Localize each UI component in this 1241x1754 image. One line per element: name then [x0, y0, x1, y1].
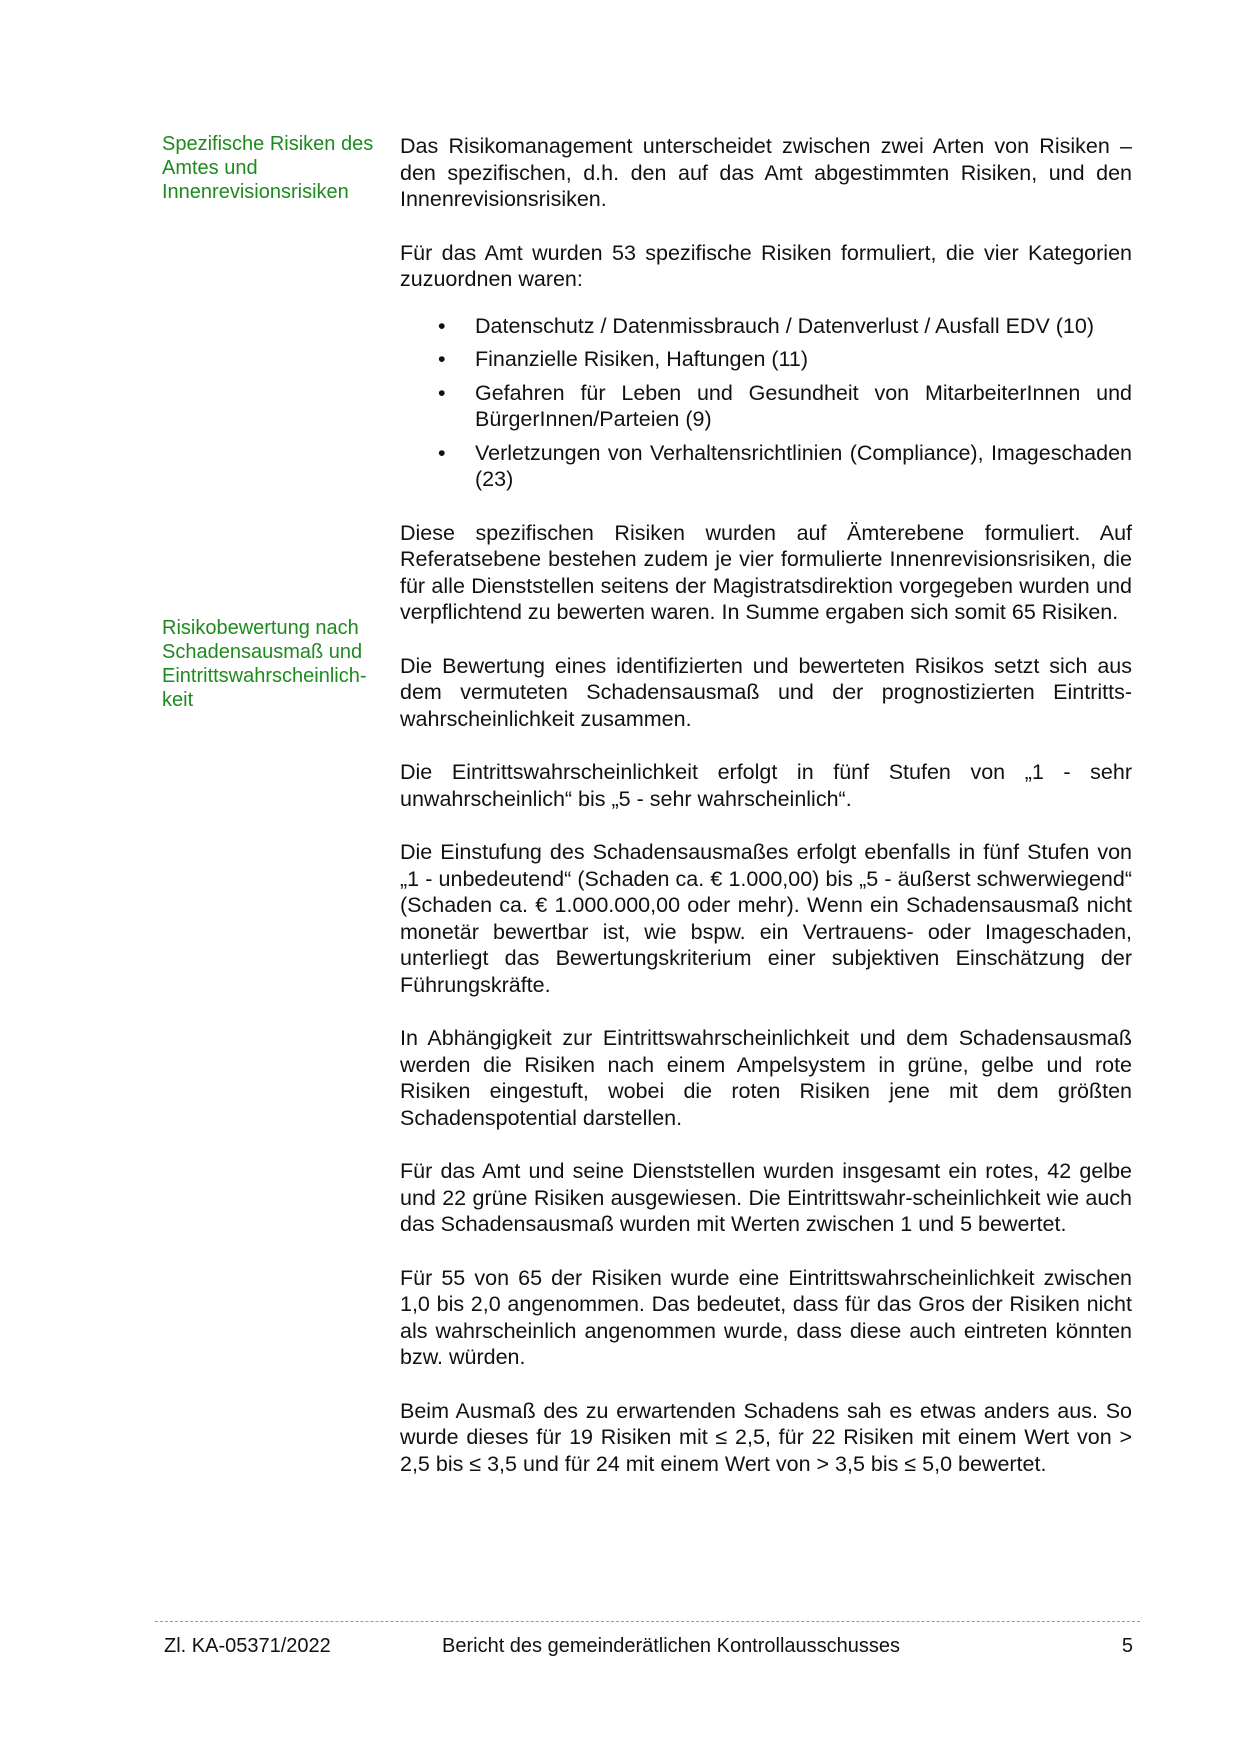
bullet-icon: • — [438, 380, 446, 405]
list-item: • Verletzungen von Verhaltensrichtlinien (Compliance), Imageschaden (23) — [438, 440, 1132, 491]
list-item: • Gefahren für Leben und Gesundheit von MitarbeiterInnen und BürgerInnen/Parteien (9) — [438, 380, 1132, 431]
list-item: • Datenschutz / Datenmissbrauch / Datenverlust / Ausfall EDV (10) — [438, 313, 1094, 338]
paragraph: Die Bewertung eines identifizierten und bewerteten Risikos setzt sich aus dem vermuteten Schadensausmaß und der prognostizierten Eintritts-wahrscheinlichkeit zusammen. — [400, 653, 1132, 731]
margin-note-risk-types: Spezifische Risiken des Amtes und Innenrevisionsrisiken — [162, 133, 374, 203]
margin-note-risk-assessment: Risikobewertung nach Schadensausmaß und Eintrittswahrscheinlich-keit — [162, 617, 367, 711]
paragraph: Die Einstufung des Schadensausmaßes erfolgt ebenfalls in fünf Stufen von „1 - unbedeutend“ (Schaden ca. € 1.000,00) bis „5 - äußerst schwerwiegend“ (Schaden ca. € 1.000.000,00 oder mehr). Wenn ein Schadensausmaß nicht monetär bewertbar ist, wie bspw. ein Vertrauens- oder Imageschaden, unterliegt das Bewertungskriterium einer subjektiven Einschätzung der Führungskräfte. — [400, 840, 1132, 997]
body-text-column — [400, 133, 1132, 1504]
paragraph: Die Eintrittswahrscheinlichkeit erfolgt in fünf Stufen von „1 - sehr unwahrscheinlich“ bis „5 - sehr wahrscheinlich“. — [400, 760, 1132, 811]
paragraph: Das Risikomanagement unterscheidet zwischen zwei Arten von Risiken – den spezifischen, d.h. den auf das Amt abgestimmten Risiken, und den Innenrevisionsrisiken. — [400, 134, 1132, 211]
paragraph: In Abhängigkeit zur Eintrittswahrscheinlichkeit und dem Schadensausmaß werden die Risiken nach einem Ampelsystem in grüne, gelbe und rote Risiken eingestuft, wobei die roten Risiken jene mit dem größten Schadenspotential darstellen. — [400, 1026, 1132, 1130]
bullet-icon: • — [438, 313, 446, 338]
footer-title: Bericht des gemeinderätlichen Kontrollausschusses — [442, 1635, 901, 1657]
list-item: • Finanzielle Risiken, Haftungen (11) — [438, 347, 809, 371]
paragraph: Für das Amt wurden 53 spezifische Risiken formuliert, die vier Kategorien zuzuordnen waren: — [400, 240, 1132, 291]
footer-reference: Zl. KA-05371/2022 — [164, 1635, 331, 1657]
paragraph: Für das Amt und seine Dienststellen wurden insgesamt ein rotes, 42 gelbe und 22 grüne Risiken ausgewiesen. Die Eintrittswahr-scheinlichkeit wie auch das Schadensausmaß wurden mit Werten zwischen 1 und 5 bewertet. — [400, 1159, 1132, 1236]
risk-category-list — [400, 313, 1132, 493]
footer-divider — [155, 1621, 1140, 1622]
paragraph: Für 55 von 65 der Risiken wurde eine Eintrittswahrscheinlichkeit zwischen 1,0 bis 2,0 angenommen. Das bedeutet, dass für das Gros der Risiken nicht als wahrscheinlich angenommen wurde, dass diese auch eintreten könnten bzw. würden. — [400, 1265, 1132, 1369]
bullet-icon: • — [438, 347, 446, 371]
page-number: 5 — [1121, 1635, 1133, 1657]
bullet-icon: • — [438, 440, 446, 465]
paragraph: Diese spezifischen Risiken wurden auf Ämterebene formuliert. Auf Referatsebene bestehen zudem je vier formulierte Innenrevisionsrisiken, die für alle Dienststellen seitens der Magistratsdirektion vorgegeben wurden und verpflichtend zu bewerten waren. In Summe ergaben sich somit 65 Risiken. — [400, 520, 1132, 624]
paragraph: Beim Ausmaß des zu erwartenden Schadens sah es etwas anders aus. So wurde dieses für 19 Risiken mit ≤ 2,5, für 22 Risiken mit einem Wert von > 2,5 bis ≤ 3,5 und für 24 mit einem Wert von > 3,5 bis ≤ 5,0 bewertet. — [400, 1398, 1132, 1476]
